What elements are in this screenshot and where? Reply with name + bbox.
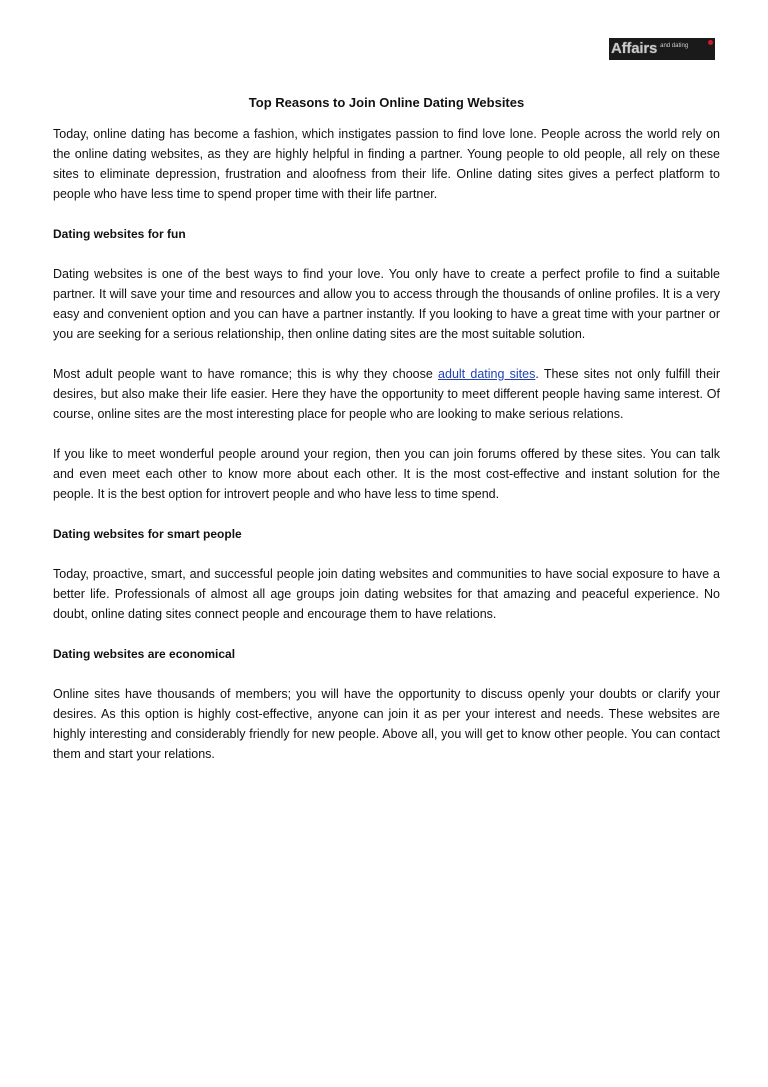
fun-paragraph-2-end: . These sites not only fulfill their desires, but also make their life easier. Here they have the opportunity to meet different people having same interest. Of course, online sites are the most interesting place for people who are looking to make serious relations. [53, 367, 720, 421]
fun-paragraph-1: Dating websites is one of the best ways to find your love. You only have to create a perfect profile to find a suitable partner. It will save your time and resources and allow you to access through the thousands of online profiles. It is a very easy and convenient option and you can have a partner instantly. If you looking to have a great time with your partner or you are seeking for a serious relationship, then online dating sites are the most suitable solution. [53, 267, 720, 341]
logo-sub-text: and dating [660, 43, 689, 49]
page-title: Top Reasons to Join Online Dating Websites [248, 95, 525, 110]
fun-paragraph-3: If you like to meet wonderful people around your region, then you can join forums offered by these sites. You can talk and even meet each other to know more about each other. It is the most cost-effective and instant solution for the people. It is the best option for introvert people and who have less to time spend. [53, 447, 720, 501]
fun-paragraph-2-start: Most adult people want to have romance; this is why they choose [53, 367, 439, 381]
section-heading-economical: Dating websites are economical [53, 647, 236, 661]
section-heading-smart: Dating websites for smart people [53, 527, 242, 541]
heart-icon [708, 40, 713, 45]
document-body [53, 93, 720, 784]
section-heading-fun: Dating websites for fun [53, 227, 186, 241]
fun-paragraph-2 [53, 364, 720, 424]
logo-main-text: Affairs [611, 40, 658, 57]
adult-dating-sites-link[interactable]: adult dating sites [438, 367, 536, 381]
affairs-and-dating-logo [609, 38, 715, 60]
smart-paragraph: Today, proactive, smart, and successful people join dating websites and communities to have social exposure to have a better life. Professionals of almost all age groups join dating websites for that amazing and peaceful experience. No doubt, online dating sites connect people and encourage them to have relations. [53, 567, 720, 621]
intro-paragraph: Today, online dating has become a fashion, which instigates passion to find love lone. People across the world rely on the online dating websites, as they are highly helpful in finding a partner. Young people to old people, all rely on these sites to eliminate depression, frustration and aloofness from their life. Online dating sites gives a perfect platform to people who have less time to spend proper time with their life partner. [53, 127, 720, 201]
economical-paragraph: Online sites have thousands of members; you will have the opportunity to discuss openly your doubts or clarify your desires. As this option is highly cost-effective, anyone can join it as per your interest and needs. These websites are highly interesting and considerably friendly for new people. Above all, you will get to know other people. You can contact them and start your relations. [53, 687, 720, 761]
